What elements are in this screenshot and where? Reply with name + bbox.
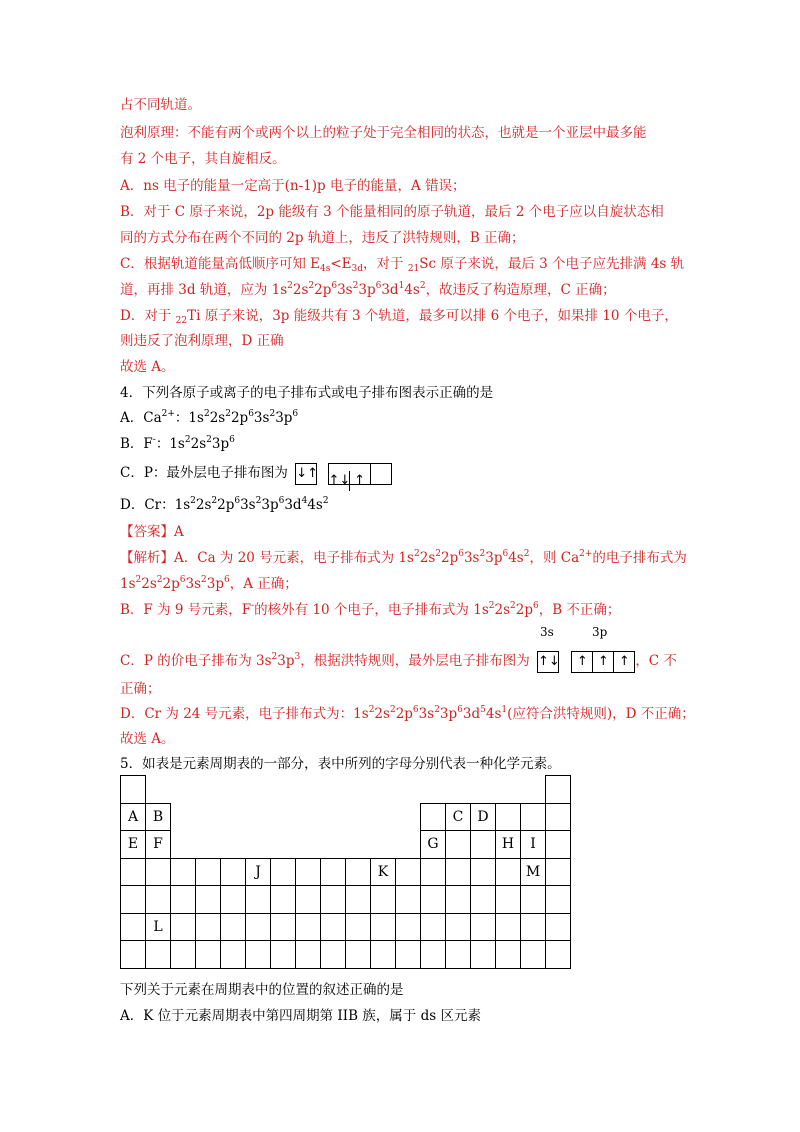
element-cell-e: E xyxy=(120,830,146,859)
table-cell xyxy=(395,885,421,914)
table-cell xyxy=(545,775,571,804)
orbital-label-3s: 3s xyxy=(540,625,554,639)
table-cell xyxy=(270,913,296,942)
table-cell xyxy=(145,885,171,914)
question-5: 5．如表是元素周期表的一部分，表中所列的字母分别代表一种化学元素。 xyxy=(120,756,561,772)
table-cell xyxy=(370,913,396,942)
table-cell xyxy=(145,940,171,969)
table-cell xyxy=(420,940,446,969)
table-cell xyxy=(545,803,571,832)
table-cell xyxy=(495,885,521,914)
table-cell xyxy=(170,885,196,914)
table-cell xyxy=(545,830,571,859)
table-cell xyxy=(445,885,471,914)
table-cell xyxy=(295,940,321,969)
conclusion: 故选 A。 xyxy=(120,359,175,375)
table-cell xyxy=(520,940,546,969)
element-cell-f: F xyxy=(145,830,171,859)
table-cell xyxy=(520,885,546,914)
table-cell xyxy=(195,858,221,887)
table-cell xyxy=(420,858,446,887)
table-cell xyxy=(120,858,146,887)
table-cell xyxy=(220,940,246,969)
q4-option-d: D．Cr：$1s^22s^22p^63s^23p^63d^44s^2$ xyxy=(120,496,329,513)
q5-option-a: A．K 位于元素周期表中第四周期第 IIB 族，属于 ds 区元素 xyxy=(120,1008,481,1024)
text-line: 正确； xyxy=(120,681,161,697)
table-cell xyxy=(295,885,321,914)
table-cell xyxy=(345,913,371,942)
table-cell xyxy=(545,913,571,942)
element-cell-j: J xyxy=(245,858,271,887)
table-cell xyxy=(170,858,196,887)
table-cell xyxy=(495,858,521,887)
table-cell xyxy=(470,940,496,969)
table-cell xyxy=(470,885,496,914)
answer-label: 【答案】A xyxy=(120,524,184,540)
option-b-explanation: B．对于 C 原子来说，2p 能级有 3 个能量相同的原子轨道，最后 2 个电子应以自旋状态相 xyxy=(120,204,664,220)
question-4: 4．下列各原子或离子的电子排布式或电子排布图表示正确的是 xyxy=(120,385,494,401)
element-cell-d: D xyxy=(470,803,496,832)
table-cell xyxy=(320,885,346,914)
table-cell xyxy=(445,940,471,969)
table-cell xyxy=(220,885,246,914)
table-cell xyxy=(495,913,521,942)
table-cell xyxy=(195,885,221,914)
table-cell xyxy=(295,913,321,942)
table-cell xyxy=(345,885,371,914)
text-line: 道，再排 3d 轨道，应为 $1s^22s^22p^63s^23p^63d^14s^2$，故违反了构造原理，C 正确； xyxy=(120,281,616,298)
table-cell xyxy=(370,885,396,914)
q4-option-b: B．F-：$1s^22s^23p^6$ xyxy=(120,435,235,452)
orbital-label-3p: 3p xyxy=(592,625,608,639)
table-cell xyxy=(470,830,496,859)
explanation: 【解析】A．Ca 为 20 号元素，电子排布式为 $1s^22s^22p^63s^23p^64s^2$，则 $Ca^{2+}$的电子排布式为 xyxy=(120,549,687,566)
text-line: 同的方式分布在两个不同的 2p 轨道上，违反了洪特规则，B 正确； xyxy=(120,230,525,246)
table-cell xyxy=(445,913,471,942)
element-cell-c: C xyxy=(445,803,471,832)
option-c-explanation: C．根据轨道能量高低顺序可知 $E_{4s}<E_{3d}$，对于 $_{21}$Sc 原子来说，最后 3 个电子应先排满 4s 轨 xyxy=(120,256,685,274)
table-cell xyxy=(545,858,571,887)
table-cell xyxy=(395,940,421,969)
table-cell xyxy=(220,858,246,887)
text-line: 占不同轨道。 xyxy=(120,97,201,113)
table-cell xyxy=(245,913,271,942)
table-cell xyxy=(270,940,296,969)
table-cell xyxy=(170,940,196,969)
text-line: $1s^22s^22p^63s^23p^6$，A 正确； xyxy=(120,575,298,592)
table-cell xyxy=(170,913,196,942)
table-cell xyxy=(245,885,271,914)
text-line: 泡利原理：不能有两个或两个以上的粒子处于完全相同的状态，也就是一个亚层中最多能 xyxy=(120,125,647,141)
table-cell xyxy=(195,940,221,969)
text-line: C．P 的价电子排布为 $3s^23p^3$，根据洪特规则，最外层电子排布图为 ↑↓ ↑ ↑ ↑ ，C 不 xyxy=(120,649,677,673)
element-cell-h: H xyxy=(495,830,521,859)
table-cell xyxy=(495,940,521,969)
table-cell xyxy=(220,913,246,942)
table-cell xyxy=(345,940,371,969)
table-cell xyxy=(545,885,571,914)
table-cell xyxy=(320,913,346,942)
table-cell xyxy=(445,858,471,887)
text-line: 则违反了泡利原理，D 正确 xyxy=(120,333,284,349)
table-cell xyxy=(395,913,421,942)
table-cell xyxy=(320,940,346,969)
orbital-box-3p: ↑↓ ↑ xyxy=(328,463,392,485)
option-d-explanation: D．对于 $_{22}$Ti 原子来说，3p 能级共有 3 个轨道，最多可以排 6 个电子，如果排 10 个电子， xyxy=(120,308,678,326)
orbital-box-3p: ↑ ↑ ↑ xyxy=(571,651,635,673)
table-cell xyxy=(370,940,396,969)
table-cell xyxy=(445,830,471,859)
element-cell-i: I xyxy=(520,830,546,859)
table-cell xyxy=(470,913,496,942)
table-cell xyxy=(245,940,271,969)
table-cell xyxy=(120,885,146,914)
table-cell xyxy=(120,775,146,804)
table-cell xyxy=(520,913,546,942)
element-cell-m: M xyxy=(520,858,546,887)
table-cell xyxy=(395,858,421,887)
table-cell xyxy=(520,803,546,832)
element-cell-l: L xyxy=(145,913,171,942)
question-5-prompt: 下列关于元素在周期表中的位置的叙述正确的是 xyxy=(120,982,404,998)
element-cell-a: A xyxy=(120,803,146,832)
table-cell xyxy=(120,940,146,969)
q4-option-a: A．$Ca^{2+}$：$1s^22s^22p^63s^23p^6$ xyxy=(120,409,299,426)
text-line: D．Cr 为 24 号元素，电子排布式为：$1s^22s^22p^63s^23p^63d^54s^1$(应符合洪特规则)，D 不正确； xyxy=(120,705,695,722)
text-line: B．F 为 9 号元素，F-的核外有 10 个电子，电子排布式为 $1s^22s^22p^6$，B 不正确； xyxy=(120,601,621,618)
table-cell xyxy=(295,858,321,887)
table-cell xyxy=(345,858,371,887)
table-cell xyxy=(270,858,296,887)
table-cell xyxy=(145,858,171,887)
table-cell xyxy=(320,858,346,887)
orbital-box-3s: ↑↓ xyxy=(537,651,559,673)
table-cell xyxy=(420,913,446,942)
conclusion: 故选 A。 xyxy=(120,731,175,747)
table-cell xyxy=(195,913,221,942)
element-cell-k: K xyxy=(370,858,396,887)
periodic-table xyxy=(120,775,570,968)
table-cell xyxy=(420,803,446,832)
table-cell xyxy=(495,803,521,832)
element-cell-g: G xyxy=(420,830,446,859)
q4-option-c: C．P：最外层电子排布图为 ↓↑ ↑↓ ↑ xyxy=(120,461,392,485)
table-cell xyxy=(470,858,496,887)
text-line: 有 2 个电子，其自旋相反。 xyxy=(120,151,286,167)
table-cell xyxy=(420,885,446,914)
table-cell xyxy=(270,885,296,914)
table-cell xyxy=(545,940,571,969)
option-a-explanation: A．ns 电子的能量一定高于(n-1)p 电子的能量，A 错误； xyxy=(120,178,466,194)
table-cell xyxy=(120,913,146,942)
orbital-box-3s: ↓↑ xyxy=(295,463,317,485)
element-cell-b: B xyxy=(145,803,171,832)
